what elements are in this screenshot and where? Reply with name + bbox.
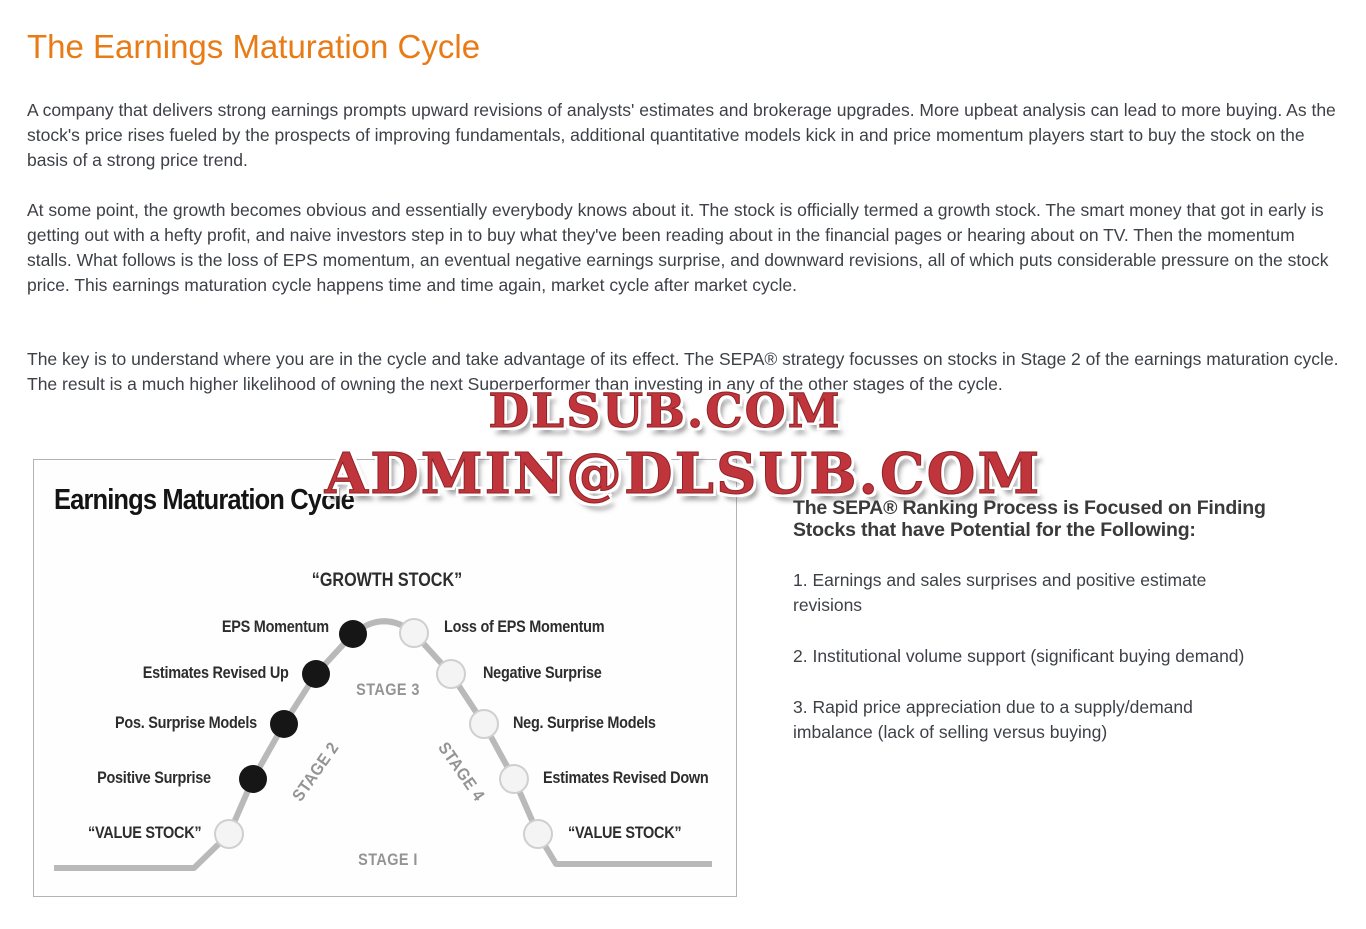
label-estimates-revised-down: Estimates Revised Down xyxy=(543,768,709,787)
label-value-stock-right: “VALUE STOCK” xyxy=(568,823,682,842)
sidebar-item-1: 1. Earnings and sales surprises and positive estimate revisions xyxy=(793,570,1207,615)
label-stage-4: STAGE 4 xyxy=(434,738,489,805)
sidebar-heading: The SEPA® Ranking Process is Focused on Finding Stocks that have Potential for the Following: xyxy=(793,497,1266,541)
paragraph-2: At some point, the growth becomes obvious and essentially everybody knows about it. The stock is officially termed a growth stock. The smart money that got in early is getting out with a hefty profit, and naive investors step in to buy what they've been reading about in the financial pages or hearing about on TV. Then the momentum stalls. What follows is the loss of EPS momentum, an eventual negative earnings surprise, and downward revisions, all of which puts considerable pressure on the stock price. This earnings maturation cycle happens time and time again, market cycle after market cycle. xyxy=(27,200,1329,295)
label-eps-momentum: EPS Momentum xyxy=(222,617,329,636)
label-value-stock-left: “VALUE STOCK” xyxy=(87,823,201,842)
earnings-maturation-cycle-diagram xyxy=(33,459,737,897)
watermark-site: DLSUB.COM xyxy=(488,384,842,439)
label-pos-surprise-models: Pos. Surprise Models xyxy=(115,713,257,732)
label-loss-of-eps-momentum: Loss of EPS Momentum xyxy=(444,617,605,636)
diagram-title: Earnings Maturation Cycle xyxy=(54,484,354,516)
sidebar-item-3: 3. Rapid price appreciation due to a supply/demand imbalance (lack of selling versus buying) xyxy=(793,697,1193,742)
falling-dots xyxy=(215,619,552,848)
page-title: The Earnings Maturation Cycle xyxy=(27,28,481,65)
label-stage-2: STAGE 2 xyxy=(288,738,343,805)
label-positive-surprise: Positive Surprise xyxy=(97,768,211,787)
label-negative-surprise: Negative Surprise xyxy=(483,663,602,682)
paragraph-1: A company that delivers strong earnings prompts upward revisions of analysts' estimates and brokerage upgrades. More upbeat analysis can lead to more buying. As the stock's price rises fueled by the prospects of improving fundamentals, additional quantitative models kick in and price momentum players start to buy the stock on the basis of a strong price trend. xyxy=(27,100,1336,170)
label-estimates-revised-up: Estimates Revised Up xyxy=(143,663,289,682)
sepa-ranking-sidebar xyxy=(793,498,1271,771)
label-stage-1: STAGE I xyxy=(358,850,418,869)
watermark-email: ADMIN@DLSUB.COM xyxy=(324,441,1042,507)
paragraph-3: The key is to understand where you are in the cycle and take advantage of its effect. The SEPA® strategy focusses on stocks in Stage 2 of the earnings maturation cycle. The result is a much higher likelihood of owning the next Superperformer than investing in any of the other stages of the cycle. xyxy=(27,349,1339,394)
label-stage-3: STAGE 3 xyxy=(356,680,420,699)
label-neg-surprise-models: Neg. Surprise Models xyxy=(513,713,656,732)
rising-dots xyxy=(239,620,367,793)
sidebar-item-2: 2. Institutional volume support (significant buying demand) xyxy=(793,646,1245,666)
growth-stock-label: “GROWTH STOCK” xyxy=(311,570,463,591)
